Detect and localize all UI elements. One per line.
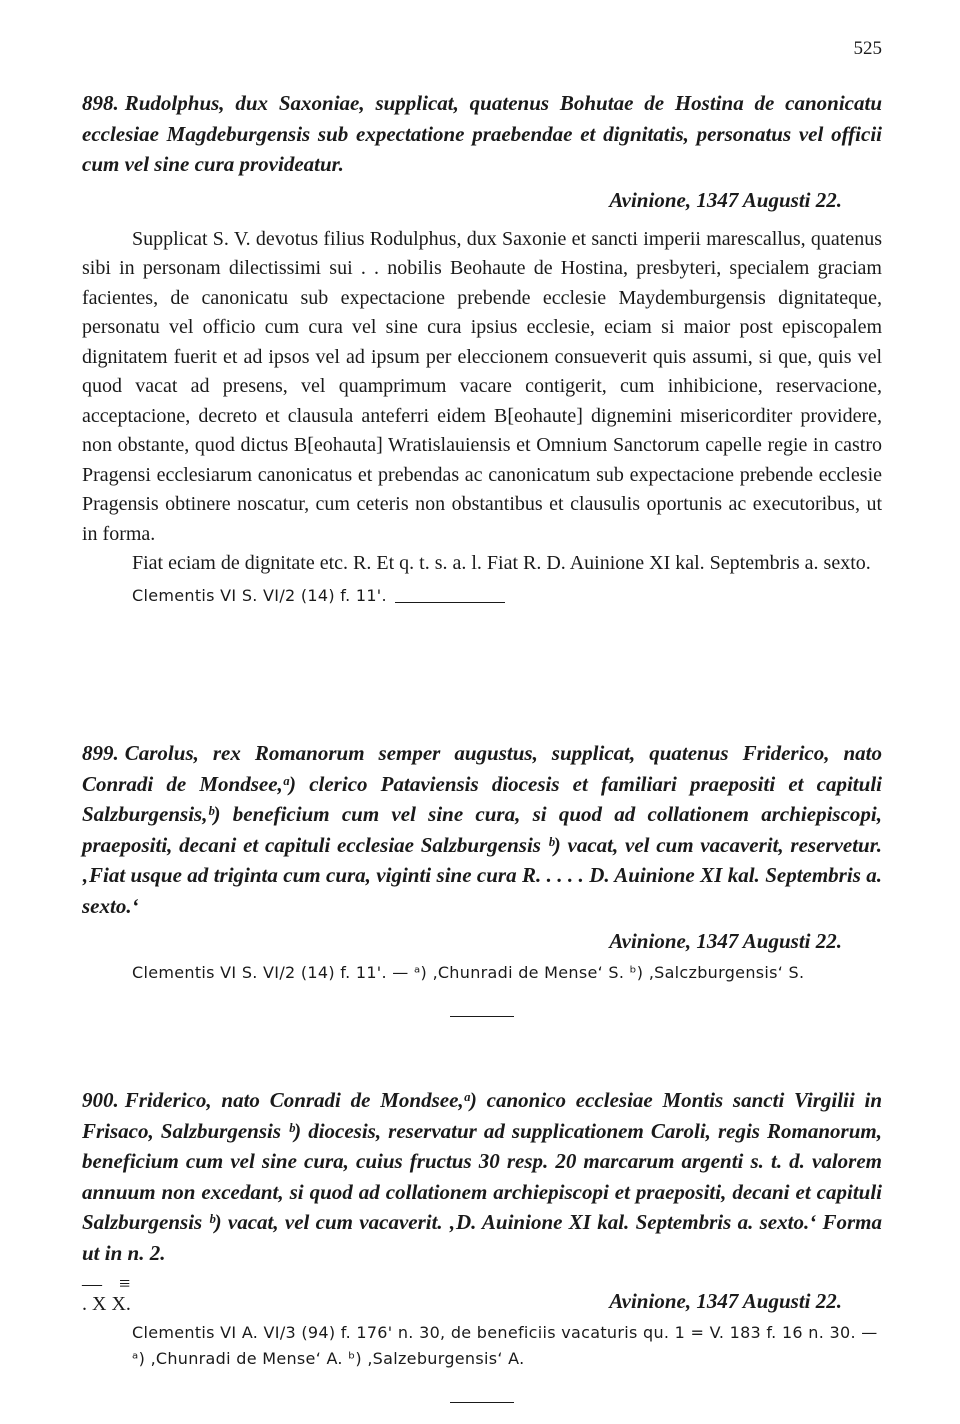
regest-text <box>82 738 882 921</box>
fiat-text: Fiat eciam de dignitate etc. R. Et q. t. s. a. l. Fiat R. D. Auinione XI kal. Septembris a. sexto. <box>132 552 871 574</box>
regest-body: Friderico, nato Conradi de Mondsee,ᵃ) canonico ecclesiae Montis sancti Virgilii in Frisaco, Salzburgensis ᵇ) diocesis, reservatur ad supplicationem Caroli, regis Romanorum, beneficium cum vel sine cura, cuius fructus 30 resp. 20 marcarum argenti s. t. d. valorem annuum non excedant, si quod ad collationem archiepiscopi et praepositi, decani et capituli Salzburgensis ᵇ) vacat, vel cum vacaverit. ‚D. Auinione XI kal. Septembris a. sexto.‘ Forma ut in n. 2. <box>82 1088 882 1265</box>
dateline: Avinione, 1347 Augusti 22. <box>609 187 842 212</box>
regest-text <box>82 1085 882 1268</box>
source-citation: Clementis VI S. VI/2 (14) f. 11'. — ᵃ) ‚Chunradi de Mense‘ S. ᵇ) ‚Salczburgensis‘ S. <box>132 963 805 982</box>
divider-line <box>395 602 505 603</box>
source-citation: Clementis VI S. VI/2 (14) f. 11'. <box>132 585 387 605</box>
regest-body: Carolus, rex Romanorum semper augustus, supplicat, quatenus Friderico, nato Conradi de Mondsee,ᵃ) clerico Pataviensis diocesis et familiari praepositi et capituli Salzburgensis,ᵇ) beneficium cum vel sine cura, si quod ad collationem archiepiscopi, praepositi, decani et capituli ecclesiae Salzburgensis ᵇ) vacat, vel cum vacaverit, reservetur. ‚Fiat usque ad triginta cum cura, viginti sine cura R. . . . . D. Auinione XI kal. Septembris a. sexto.‘ <box>82 741 882 918</box>
sigla-bars: — ≡ <box>82 1273 137 1295</box>
regest-text <box>82 88 882 180</box>
divider-line <box>450 1402 514 1403</box>
entry-number: 898. <box>82 91 119 115</box>
entry-900 <box>82 1085 882 1403</box>
dateline: Avinione, 1347 Augusti 22. <box>609 1289 842 1313</box>
divider-line <box>450 1016 514 1017</box>
page-number: 525 <box>853 38 882 59</box>
entry-899 <box>82 738 882 1017</box>
entry-898 <box>82 88 882 609</box>
sigla-mark <box>82 1274 136 1314</box>
dateline: Avinione, 1347 Augusti 22. <box>609 929 842 953</box>
entry-number: 900. <box>82 1088 119 1112</box>
regest-body: Rudolphus, dux Saxoniae, supplicat, quatenus Bohutae de Hostina de canonicatu ecclesiae Magdeburgensis sub expectatione praebendae et dignitatis, personatus vel officii cum vel sine cura provideatur. <box>82 91 882 176</box>
sigla-text: . X X. <box>82 1293 131 1315</box>
entry-number: 899. <box>82 741 119 765</box>
supplication-text: Supplicat S. V. devotus filius Rodulphus, dux Saxonie et sancti imperii marescallus, quatenus sibi in personam dilectissimi sui . . nobilis Beohaute de Hostina, presbyteri, specialem graciam facientes, de canonicatu sub expectacione prebende ecclesie Maydemburgensis dignitateque, personatu vel officio cum cura vel sine cura ipsius ecclesie, eciam si maior post episcopalem dignitatem fuerit et ad ipsos vel ad ipsum per eleccionem consueverit quis assumi, si que, quis vel quod vacat ad presens, vel quamprimum vacare contigerit, cum inhibicione, reservacione, acceptacione, decreto et clausula anteferri eidem B[eohaute] dignemini misericorditer providere, non obstante, quod dictus B[eohauta] Wratislauiensis et Omnium Sanctorum capelle regie in castro Pragensi ecclesiarum canonicatus et prebendas ac canonicatum sub expectacione prebende ecclesie Pragensis obtinere noscatur, cum ceteris non obstantibus et clausulis oportunis ac executoribus, ut in forma. <box>82 227 882 545</box>
source-citation: Clementis VI A. VI/3 (94) f. 176' n. 30, de beneficiis vacaturis qu. 1 = V. 183 f. 16 n. 30. — ᵃ) ‚Chunradi de Mense‘ A. ᵇ) ‚Salzeburgensis‘ A. <box>132 1323 878 1368</box>
